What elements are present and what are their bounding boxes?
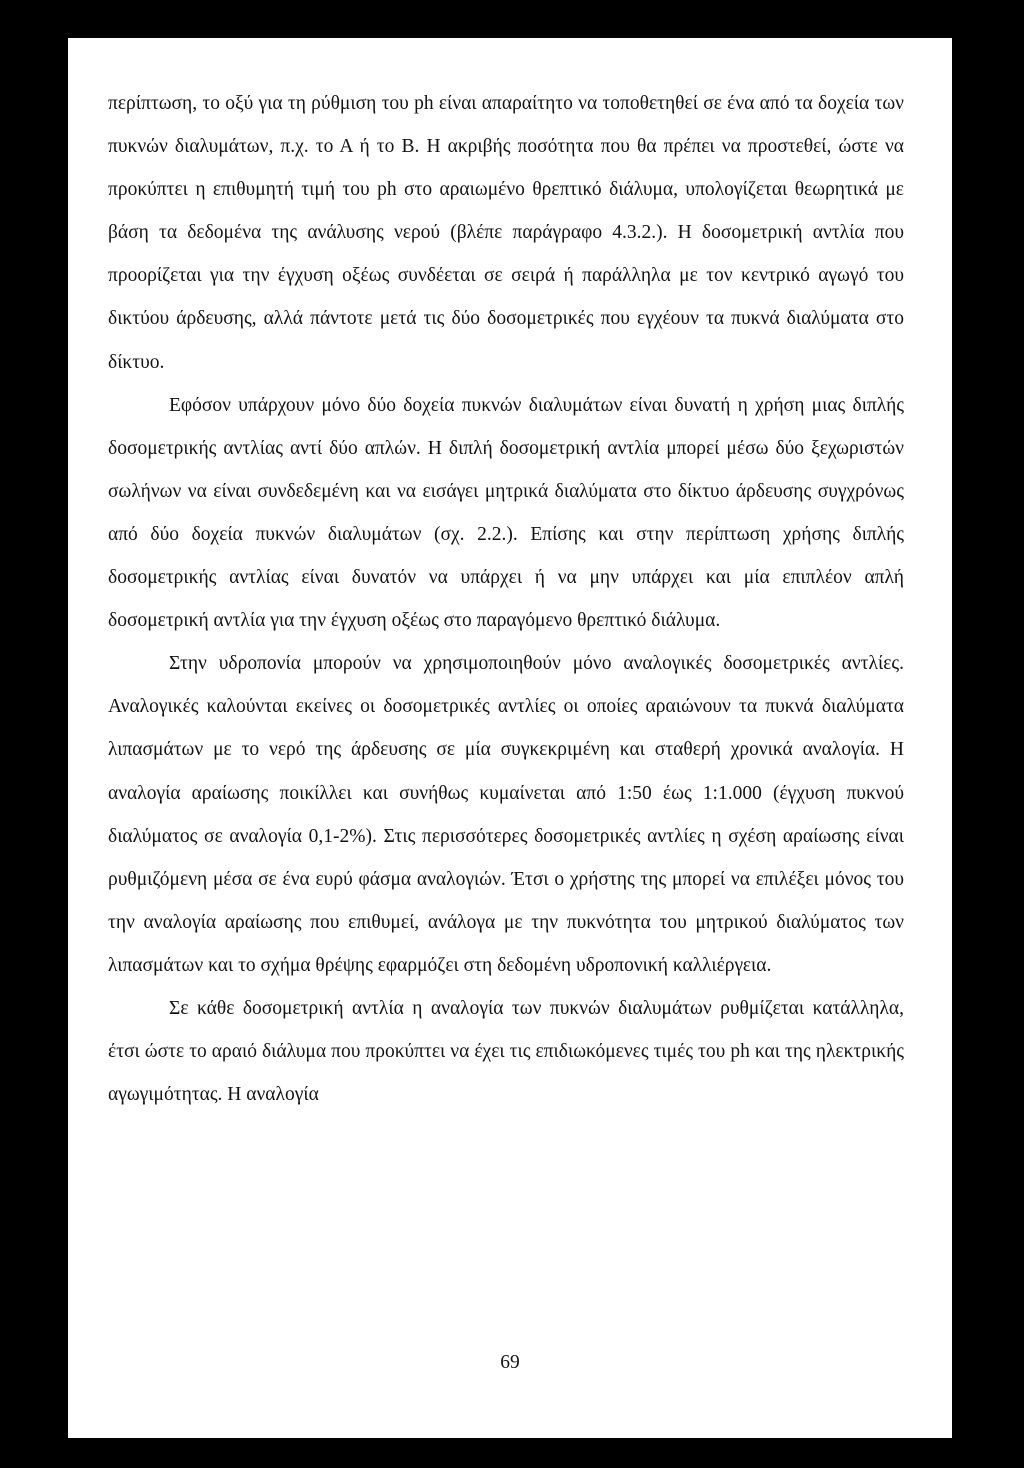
paragraph-1: περίπτωση, το οξύ για τη ρύθμιση του ph είναι απαραίτητο να τοποθετηθεί σε ένα από τα δοχεία των πυκνών διαλυμάτων, π.χ. το Α ή το Β. Η ακριβής ποσότητα που θα πρέπει να προστεθεί, ώστε να προκύπτει η επιθυμητή τιμή του ph στο αραιωμένο θρεπτικό διάλυμα, υπολογίζεται θεωρητικά με βάση τα δεδομένα της ανάλυσης νερού (βλέπε παράγραφο 4.3.2.). Η δοσομετρική αντλία που προορίζεται για την έγχυση οξέως συνδέεται σε σειρά ή παράλληλα με τον κεντρικό αγωγό του δικτύου άρδευσης, αλλά πάντοτε μετά τις δύο δοσομετρικές που εγχέουν τα πυκνά διαλύματα στο δίκτυο.: [108, 93, 904, 373]
document-page: [68, 38, 952, 1438]
page-number: 69: [500, 1352, 520, 1373]
body-text: [108, 82, 904, 1116]
paragraph-3: Στην υδροπονία μπορούν να χρησιμοποιηθούν μόνο αναλογικές δοσομετρικές αντλίες. Αναλογικές καλούνται εκείνες οι δοσομετρικές αντλίες οι οποίες αραιώνουν τα πυκνά διαλύματα λιπασμάτων με το νερό της άρδευσης σε μία συγκεκριμένη και σταθερή χρονικά αναλογία. Η αναλογία αραίωσης ποικίλλει και συνήθως κυμαίνεται από 1:50 έως 1:1.000 (έγχυση πυκνού διαλύματος σε αναλογία 0,1-2%). Στις περισσότερες δοσομετρικές αντλίες η σχέση αραίωσης είναι ρυθμιζόμενη μέσα σε ένα ευρύ φάσμα αναλογιών. Έτσι ο χρήστης της μπορεί να επιλέξει μόνος του την αναλογία αραίωσης που επιθυμεί, ανάλογα με την πυκνότητα του μητρικού διαλύματος των λιπασμάτων και το σχήμα θρέψης εφαρμόζει στη δεδομένη υδροπονική καλλιέργεια.: [108, 653, 904, 976]
paragraph-4: Σε κάθε δοσομετρική αντλία η αναλογία των πυκνών διαλυμάτων ρυθμίζεται κατάλληλα, έτσι ώστε το αραιό διάλυμα που προκύπτει να έχει τις επιδιωκόμενες τιμές του ph και της ηλεκτρικής αγωγιμότητας. Η αναλογία: [108, 997, 904, 1106]
paragraph-2: Εφόσον υπάρχουν μόνο δύο δοχεία πυκνών διαλυμάτων είναι δυνατή η χρήση μιας διπλής δοσομετρικής αντλίας αντί δύο απλών. Η διπλή δοσομετρική αντλία μπορεί μέσω δύο ξεχωριστών σωλήνων να είναι συνδεδεμένη και να εισάγει μητρικά διαλύματα στο δίκτυο άρδευσης συγχρόνως από δύο δοχεία πυκνών διαλυμάτων (σχ. 2.2.). Επίσης και στην περίπτωση χρήσης διπλής δοσομετρικής αντλίας είναι δυνατόν να υπάρχει ή να μην υπάρχει και μία επιπλέον απλή δοσομετρική αντλία για την έγχυση οξέως στο παραγόμενο θρεπτικό διάλυμα.: [108, 394, 904, 632]
